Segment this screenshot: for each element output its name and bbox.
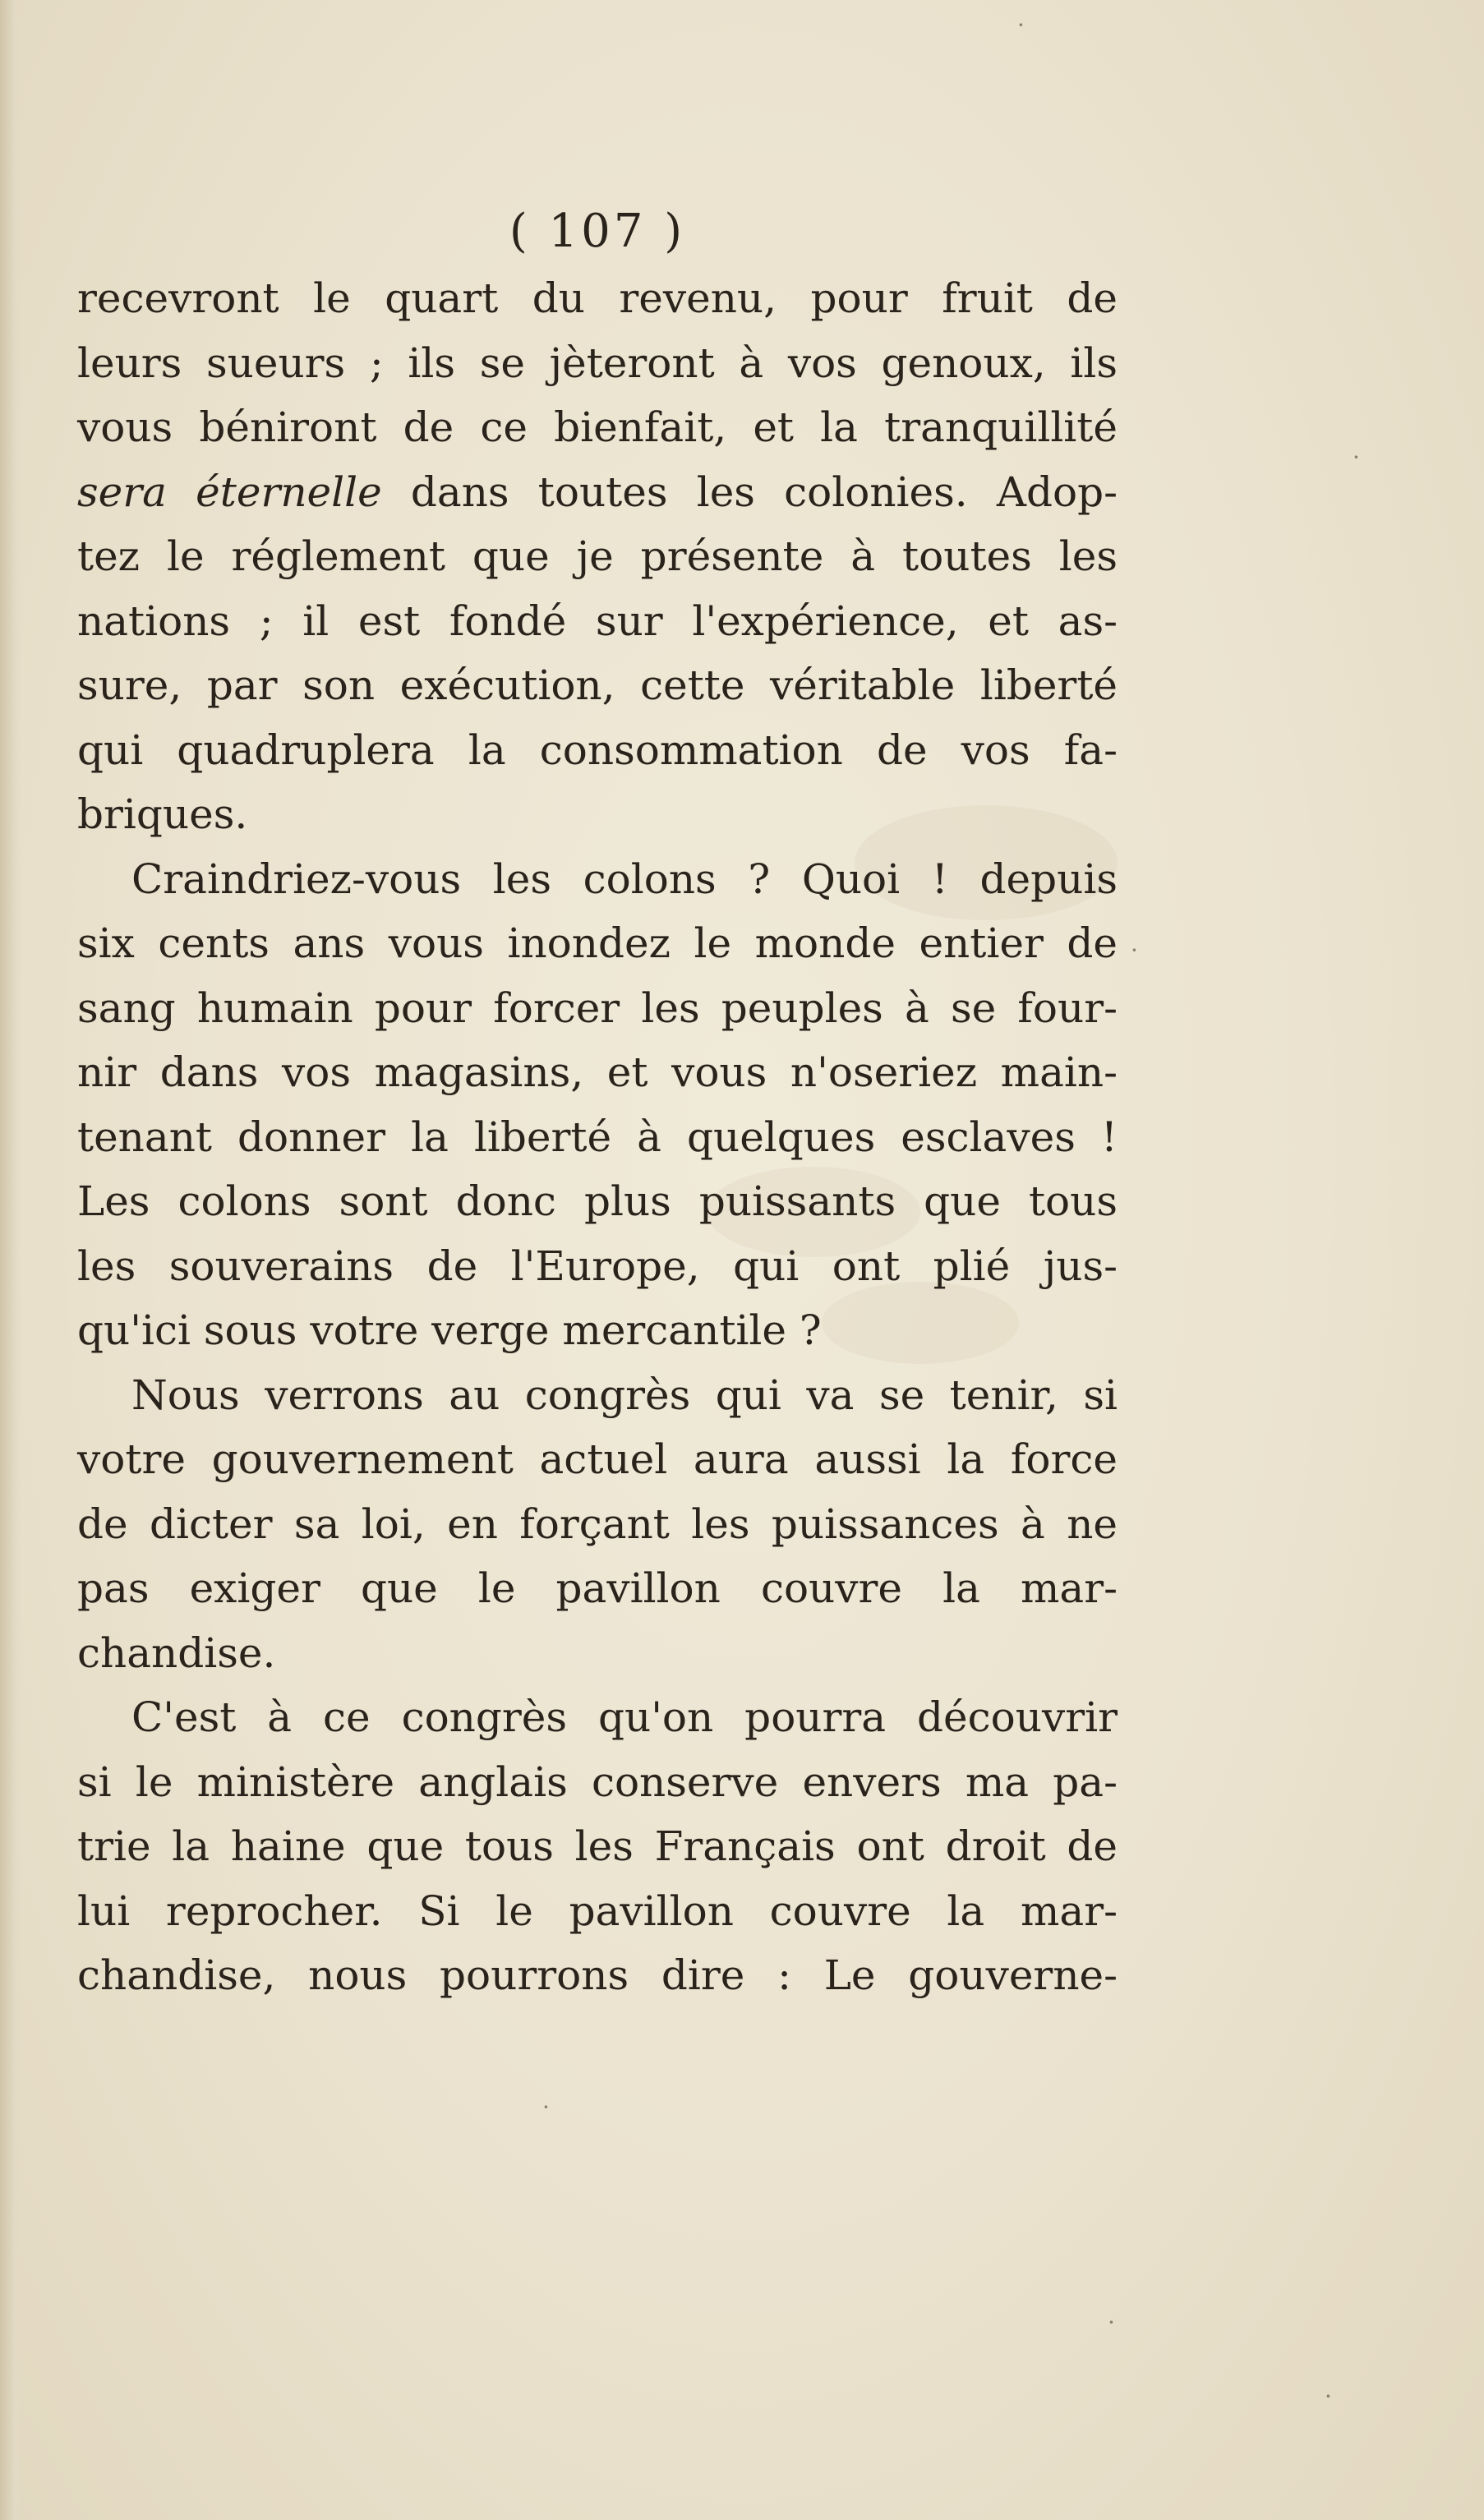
- paragraph-start-line: C'est à ce congrès qu'on pourra découvrir: [131, 1693, 1118, 1741]
- page-gutter-shadow: [0, 0, 21, 2520]
- text-line: pas exiger que le pavillon couvre la mar-: [77, 1564, 1118, 1612]
- text-line: chandise, nous pourrons dire : Le gouverne-: [77, 1951, 1118, 1999]
- page-text: [77, 205, 1118, 2008]
- text-line: six cents ans vous inondez le monde entier de: [77, 919, 1118, 967]
- text-line: Les colons sont donc plus puissants que tous: [77, 1177, 1118, 1225]
- text-line: sera éternelle dans toutes les colonies. Adop-: [77, 468, 1118, 516]
- paragraph-start-line: Craindriez-vous les colons ? Quoi ! depuis: [131, 855, 1118, 903]
- text-line: si le ministère anglais conserve envers ma pa-: [77, 1758, 1118, 1806]
- text-line: les souverains de l'Europe, qui ont plié jus-: [77, 1242, 1118, 1290]
- page-number: ( 107 ): [509, 205, 686, 258]
- text-line: vous béniront de ce bienfait, et la tranquillité: [77, 403, 1118, 451]
- text-line: qu'ici sous votre verge mercantile ?: [77, 1306, 822, 1354]
- paragraph-start-line: Nous verrons au congrès qui va se tenir, si: [131, 1371, 1118, 1419]
- text-line: nir dans vos magasins, et vous n'oseriez main-: [77, 1048, 1118, 1096]
- speck-mark: ·: [1017, 12, 1025, 39]
- speck-mark: ·: [542, 2094, 550, 2121]
- text-line: briques.: [77, 790, 248, 838]
- text-line: leurs sueurs ; ils se jèteront à vos genoux, ils: [77, 339, 1118, 387]
- text-line: trie la haine que tous les Français ont droit de: [77, 1822, 1118, 1870]
- text-line: de dicter sa loi, en forçant les puissances à ne: [77, 1500, 1118, 1548]
- text-line: chandise.: [77, 1629, 276, 1677]
- speck-mark: ·: [1325, 2383, 1332, 2410]
- text-line: qui quadruplera la consommation de vos fa-: [77, 726, 1118, 774]
- speck-mark: ·: [1131, 937, 1138, 964]
- italic-emphasis: sera éternelle: [77, 468, 382, 516]
- speck-mark: ·: [1108, 2309, 1115, 2336]
- text-line: sure, par son exécution, cette véritable liberté: [77, 661, 1118, 709]
- text-line: sang humain pour forcer les peuples à se four-: [77, 984, 1118, 1032]
- text-line: tenant donner la liberté à quelques esclaves !: [77, 1113, 1118, 1161]
- text-line: lui reprocher. Si le pavillon couvre la mar-: [77, 1887, 1118, 1935]
- text-line: recevront le quart du revenu, pour fruit de: [77, 274, 1118, 322]
- text-line: votre gouvernement actuel aura aussi la force: [77, 1435, 1118, 1483]
- text-line: tez le réglement que je présente à toutes les: [77, 532, 1118, 580]
- text-line: nations ; il est fondé sur l'expérience, et as-: [77, 597, 1118, 645]
- speck-mark: ·: [1353, 444, 1360, 471]
